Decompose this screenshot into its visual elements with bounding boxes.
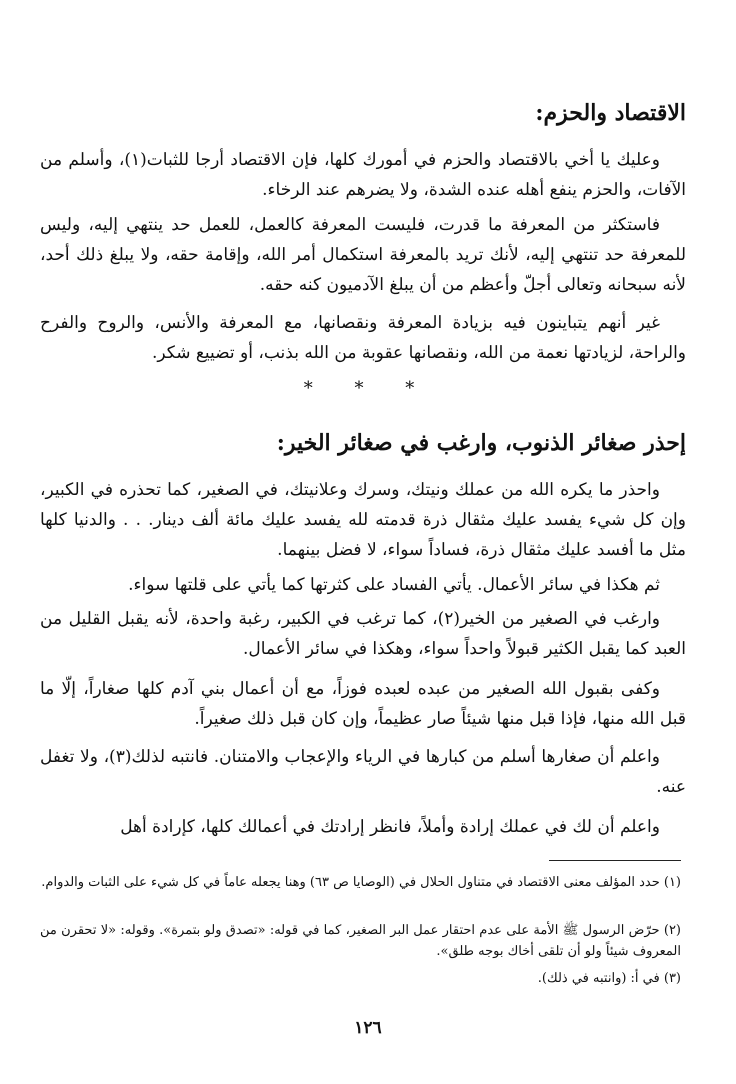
paragraph-moderation: وعليك يا أخي بالاقتصاد والحزم في أمورك كلها، فإن الاقتصاد أرجا للثبات(١)، وأسلم من الآفات، والحزم ينفع أهله عنده الشدة، ولا يضرهم عند الرخاء. bbox=[40, 150, 686, 200]
paragraph-acceptance: وكفى بقبول الله الصغير من عبده لعبده فوزاً، مع أن أعمال بني آدم كلها صغاراً، إلّا ما قبل الله منها، فإذا قبل منها شيئاً صار عظيماً، وإن كان قبل ذلك صغيراً. bbox=[40, 679, 686, 729]
paragraph-intention: واعلم أن لك في عملك إرادة وأملاً، فانظر إرادتك في أعمالك كلها، كإرادة أهل bbox=[120, 817, 660, 837]
footnote-divider bbox=[549, 860, 681, 861]
footnote-2: (٢) حرّض الرسول ﷺ الأمة على عدم احتقار عمل البر الصغير، كما في قوله: «تصدق ولو بتمرة». وقوله: «لا تحقرن من المعروف شيئاً ولو أن تلقى أخاك بوجه طلق». bbox=[40, 923, 681, 959]
paragraph-beware: واحذر ما يكره الله من عملك ونيتك، وسرك وعلانيتك، في الصغير، كما تحذره في الكبير، وإن كل شيء يفسد عليك مثقال ذرة قدمته لله يفسد عليك مائة ألف دينار. . . والدنيا كلها مثل ما أفسد عليك مثقال ذرة، فساداً سواء، لا فضل بينهما. bbox=[40, 480, 686, 560]
footnote-1: (١) حدد المؤلف معنى الاقتصاد في متناول الحلال في (الوصايا ص ٦٣) وهنا يجعله عاماً في كل شيء على الثبات والدوام. bbox=[41, 875, 681, 890]
paragraph-knowledge: فاستكثر من المعرفة ما قدرت، فليست المعرفة كالعمل، للعمل حد ينتهي إليه، وليس للمعرفة حد تنتهي إليه، لأنك تريد بالمعرفة استكمال أمر الله، وإقامة حقه، ولا يبلغ ذلك أحد، لأنه سبحانه وتعالى أجلّ وأعظم من أن يبلغ الآدميون كنه حقه. bbox=[40, 215, 686, 295]
section-heading-moderation: الاقتصاد والحزم: bbox=[535, 100, 686, 126]
page-number: ١٢٦ bbox=[354, 1018, 382, 1038]
section-heading-small-sins: إحذر صغائر الذنوب، وارغب في صغائر الخير: bbox=[276, 430, 686, 456]
paragraph-all-deeds: ثم هكذا في سائر الأعمال. يأتي الفساد على كثرتها كما يأتي على قلتها سواء. bbox=[128, 575, 660, 595]
footnote-3: (٣) في أ: (وانتبه في ذلك). bbox=[537, 971, 681, 986]
paragraph-small-safer: واعلم أن صغارها أسلم من كبارها في الرياء والإعجاب والامتنان. فانتبه لذلك(٣)، ولا تغفل عنه. bbox=[40, 747, 686, 797]
paragraph-desire-good: وارغب في الصغير من الخير(٢)، كما ترغب في الكبير، رغبة واحدة، لأنه يقبل القليل من العبد كما يقبل الكثير قبولاً واحداً سواء، وهكذا في سائر الأعمال. bbox=[40, 609, 686, 659]
paragraph-differences: غير أنهم يتباينون فيه بزيادة المعرفة ونقصانها، مع المعرفة والأنس، والروح والفرح والراحة، لزيادتها نعمة من الله، ونقصانها عقوبة من الله بذنب، أو تضييع شكر. bbox=[40, 313, 686, 363]
section-separator: * * * bbox=[303, 378, 433, 399]
